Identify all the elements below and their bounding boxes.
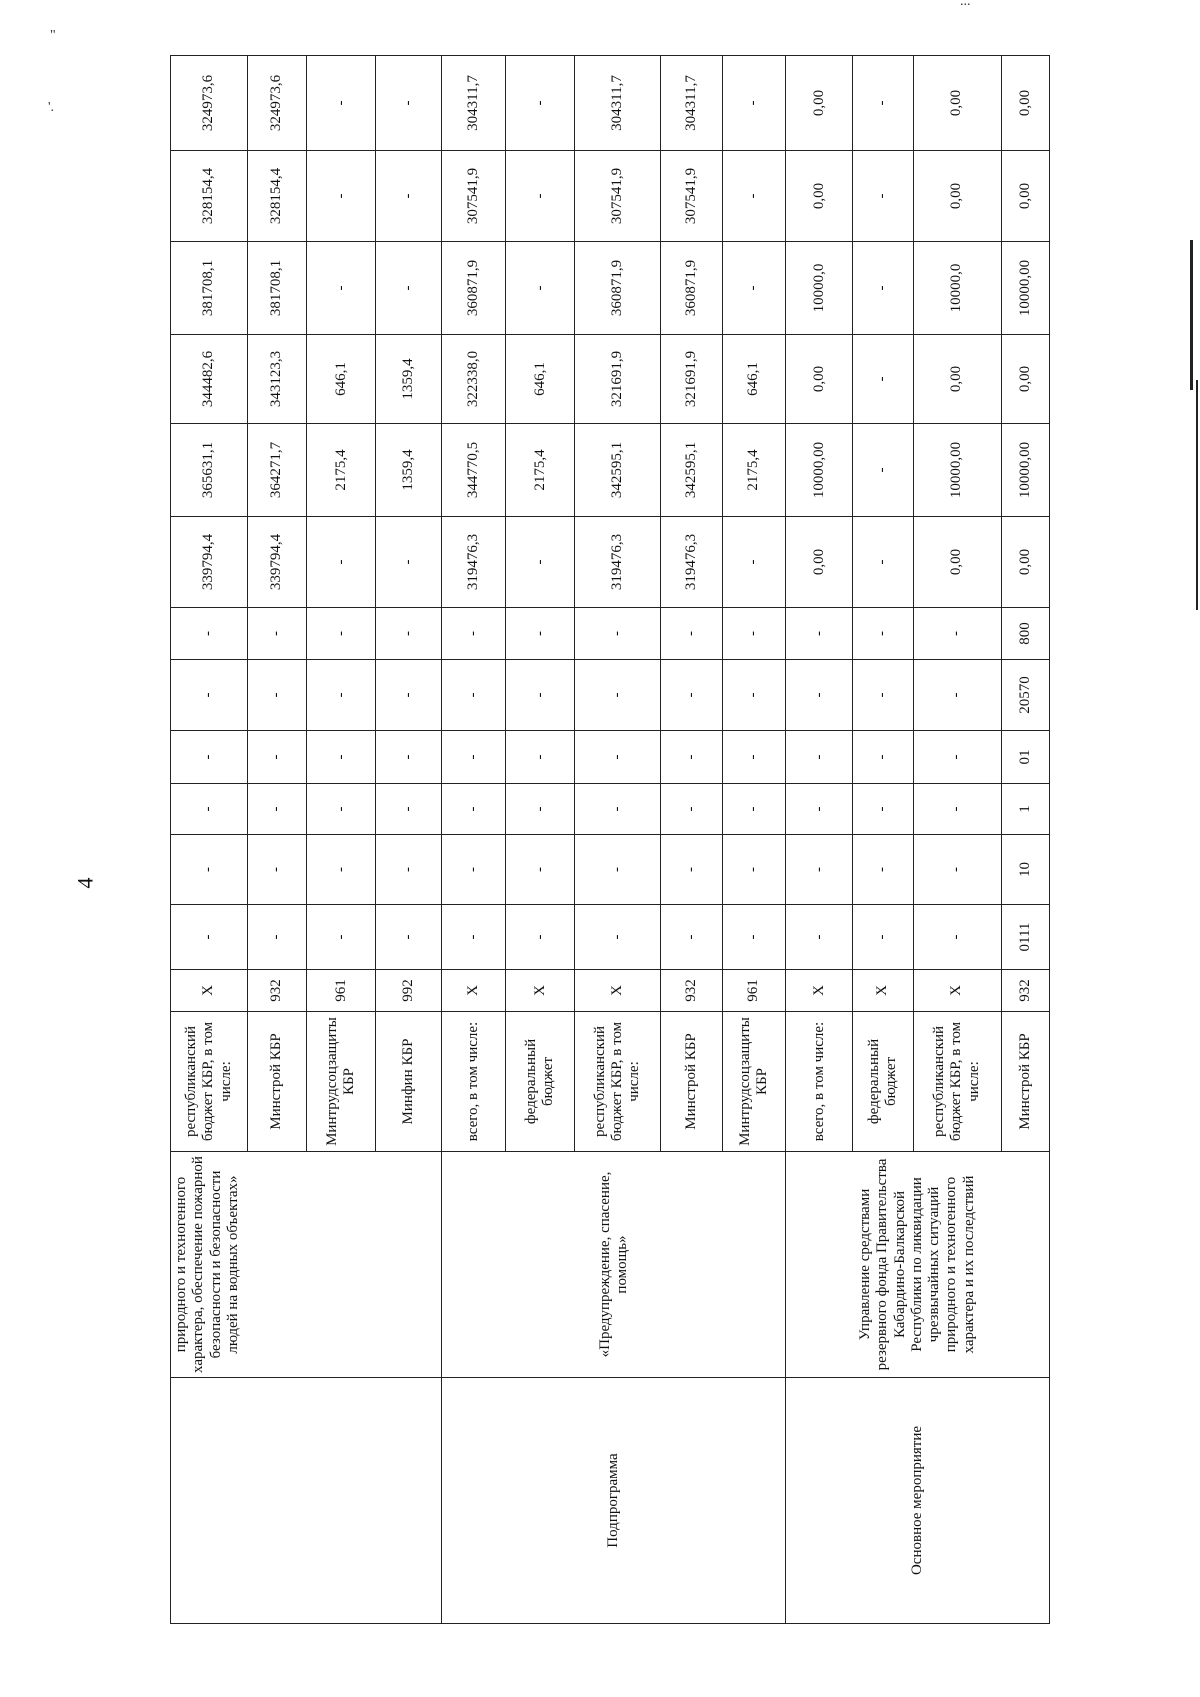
value-cell-y1: 0,00 <box>913 517 1001 608</box>
funding-source-cell: федеральный бюджет <box>506 1012 575 1152</box>
table-row <box>442 56 506 1624</box>
value-cell-vr: - <box>913 608 1001 660</box>
funding-source-cell: республиканский бюджет КБР, в том числе: <box>913 1012 1001 1152</box>
value-cell-pp: - <box>307 784 376 835</box>
value-cell-rz: - <box>853 905 913 970</box>
value-cell-vr: - <box>307 608 376 660</box>
value-cell-pp: - <box>171 784 248 835</box>
value-cell-pp: - <box>722 784 786 835</box>
funding-source-cell: республиканский бюджет КБР, в том числе: <box>575 1012 661 1152</box>
value-cell-y6: 324973,6 <box>171 56 248 151</box>
value-cell-y4: - <box>506 242 575 335</box>
value-cell-om: - <box>853 731 913 784</box>
program-name-cell: Управление средствами резервного фонда Правительства Кабардино-Балкарской Республики по ликвидации чрезвычайных ситуаций природного и техногенного характера и их последствий <box>786 1152 1050 1378</box>
program-type-cell: Подпрограмма <box>442 1378 786 1624</box>
value-cell-y6: 304311,7 <box>442 56 506 151</box>
value-cell-gp: - <box>786 835 853 905</box>
value-cell-dir: - <box>307 660 376 731</box>
value-cell-y1: - <box>376 517 442 608</box>
value-cell-y5: - <box>376 151 442 242</box>
value-cell-y4: 10000,0 <box>786 242 853 335</box>
value-cell-gp: - <box>661 835 723 905</box>
value-cell-grbs: X <box>442 970 506 1012</box>
value-cell-grbs: 992 <box>376 970 442 1012</box>
value-cell-om: - <box>506 731 575 784</box>
value-cell-y2: 10000,00 <box>913 424 1001 517</box>
page-number: 4 <box>72 877 98 889</box>
value-cell-y3: 0,00 <box>913 335 1001 424</box>
value-cell-grbs: X <box>913 970 1001 1012</box>
value-cell-vr: - <box>506 608 575 660</box>
value-cell-y3: 343123,3 <box>247 335 306 424</box>
margin-mark-top: " <box>50 28 56 43</box>
value-cell-dir: - <box>171 660 248 731</box>
value-cell-y1: - <box>853 517 913 608</box>
value-cell-y4: - <box>376 242 442 335</box>
value-cell-pp: - <box>442 784 506 835</box>
value-cell-y1: - <box>307 517 376 608</box>
value-cell-y4: 360871,9 <box>442 242 506 335</box>
value-cell-y5: 328154,4 <box>171 151 248 242</box>
value-cell-rz: - <box>506 905 575 970</box>
value-cell-dir: - <box>661 660 723 731</box>
value-cell-rz: - <box>247 905 306 970</box>
value-cell-y3: 1359,4 <box>376 335 442 424</box>
funding-source-cell: Минстрой КБР <box>247 1012 306 1152</box>
value-cell-om: - <box>722 731 786 784</box>
value-cell-dir: - <box>376 660 442 731</box>
value-cell-pp: - <box>376 784 442 835</box>
value-cell-grbs: X <box>575 970 661 1012</box>
value-cell-y6: - <box>722 56 786 151</box>
value-cell-dir: - <box>247 660 306 731</box>
table-row <box>171 56 248 1624</box>
value-cell-grbs: 932 <box>247 970 306 1012</box>
value-cell-y6: 304311,7 <box>661 56 723 151</box>
value-cell-y4: 10000,00 <box>1001 242 1049 335</box>
value-cell-y6: - <box>376 56 442 151</box>
value-cell-gp: - <box>913 835 1001 905</box>
value-cell-y5: 328154,4 <box>247 151 306 242</box>
value-cell-vr: - <box>786 608 853 660</box>
value-cell-om: - <box>307 731 376 784</box>
value-cell-grbs: 961 <box>307 970 376 1012</box>
value-cell-y5: 0,00 <box>786 151 853 242</box>
value-cell-grbs: X <box>171 970 248 1012</box>
value-cell-vr: - <box>853 608 913 660</box>
value-cell-y5: 307541,9 <box>575 151 661 242</box>
program-type-cell <box>171 1378 442 1624</box>
value-cell-y1: 0,00 <box>1001 517 1049 608</box>
value-cell-grbs: X <box>853 970 913 1012</box>
value-cell-rz: - <box>376 905 442 970</box>
value-cell-gp: - <box>247 835 306 905</box>
value-cell-y3: 344482,6 <box>171 335 248 424</box>
value-cell-y6: 0,00 <box>786 56 853 151</box>
table-body <box>171 56 1050 1624</box>
value-cell-y3: 646,1 <box>722 335 786 424</box>
value-cell-y2: 342595,1 <box>661 424 723 517</box>
value-cell-gp: - <box>442 835 506 905</box>
value-cell-y2: 2175,4 <box>307 424 376 517</box>
value-cell-y3: 321691,9 <box>661 335 723 424</box>
value-cell-rz: - <box>913 905 1001 970</box>
value-cell-y2: - <box>853 424 913 517</box>
value-cell-y2: 2175,4 <box>722 424 786 517</box>
margin-mark-right: ... <box>960 0 971 9</box>
value-cell-y5: 0,00 <box>1001 151 1049 242</box>
table-row <box>786 56 853 1624</box>
value-cell-rz: - <box>307 905 376 970</box>
value-cell-y5: 307541,9 <box>661 151 723 242</box>
value-cell-y5: - <box>307 151 376 242</box>
value-cell-rz: - <box>722 905 786 970</box>
value-cell-dir: - <box>913 660 1001 731</box>
program-name-cell: «Предупреждение, спасение, помощь» <box>442 1152 786 1378</box>
value-cell-dir: - <box>506 660 575 731</box>
funding-source-cell: всего, в том числе: <box>786 1012 853 1152</box>
value-cell-grbs: X <box>786 970 853 1012</box>
value-cell-y4: 360871,9 <box>661 242 723 335</box>
value-cell-y5: - <box>506 151 575 242</box>
value-cell-y1: 319476,3 <box>661 517 723 608</box>
value-cell-y1: 339794,4 <box>247 517 306 608</box>
value-cell-y4: - <box>722 242 786 335</box>
value-cell-om: 01 <box>1001 731 1049 784</box>
value-cell-y6: - <box>506 56 575 151</box>
value-cell-y2: 2175,4 <box>506 424 575 517</box>
funding-source-cell: Минстрой КБР <box>1001 1012 1049 1152</box>
funding-source-cell: всего, в том числе: <box>442 1012 506 1152</box>
value-cell-y2: 10000,00 <box>1001 424 1049 517</box>
value-cell-dir: - <box>722 660 786 731</box>
program-name-cell: природного и техногенного характера, обеспечение пожарной безопасности и безопасности людей на водных объектах» <box>171 1152 442 1378</box>
funding-source-cell: республиканский бюджет КБР, в том числе: <box>171 1012 248 1152</box>
value-cell-y4: - <box>853 242 913 335</box>
value-cell-om: - <box>575 731 661 784</box>
funding-source-cell: Минтрудсоцзащиты КБР <box>307 1012 376 1152</box>
value-cell-y3: 646,1 <box>307 335 376 424</box>
value-cell-om: - <box>171 731 248 784</box>
value-cell-om: - <box>442 731 506 784</box>
value-cell-grbs: X <box>506 970 575 1012</box>
value-cell-vr: - <box>722 608 786 660</box>
value-cell-om: - <box>376 731 442 784</box>
value-cell-gp: - <box>307 835 376 905</box>
value-cell-vr: 800 <box>1001 608 1049 660</box>
value-cell-pp: - <box>506 784 575 835</box>
margin-mark-upper: '. <box>48 100 55 115</box>
value-cell-y3: 0,00 <box>786 335 853 424</box>
value-cell-gp: - <box>171 835 248 905</box>
value-cell-y4: 381708,1 <box>247 242 306 335</box>
value-cell-y2: 10000,00 <box>786 424 853 517</box>
value-cell-y1: - <box>722 517 786 608</box>
value-cell-y5: - <box>722 151 786 242</box>
value-cell-pp: - <box>913 784 1001 835</box>
value-cell-om: - <box>247 731 306 784</box>
value-cell-y1: 339794,4 <box>171 517 248 608</box>
value-cell-rz: 0111 <box>1001 905 1049 970</box>
value-cell-grbs: 961 <box>722 970 786 1012</box>
value-cell-y2: 365631,1 <box>171 424 248 517</box>
value-cell-pp: - <box>575 784 661 835</box>
value-cell-dir: - <box>442 660 506 731</box>
value-cell-rz: - <box>442 905 506 970</box>
value-cell-y5: 0,00 <box>913 151 1001 242</box>
value-cell-y1: - <box>506 517 575 608</box>
value-cell-vr: - <box>575 608 661 660</box>
program-type-cell: Основное мероприятие <box>786 1378 1050 1624</box>
value-cell-y6: - <box>853 56 913 151</box>
value-cell-y4: - <box>307 242 376 335</box>
value-cell-gp: - <box>853 835 913 905</box>
value-cell-pp: - <box>853 784 913 835</box>
value-cell-y6: 304311,7 <box>575 56 661 151</box>
value-cell-vr: - <box>376 608 442 660</box>
value-cell-y2: 364271,7 <box>247 424 306 517</box>
value-cell-dir: - <box>575 660 661 731</box>
value-cell-vr: - <box>661 608 723 660</box>
scan-edge-line <box>1190 240 1193 390</box>
value-cell-y3: - <box>853 335 913 424</box>
value-cell-vr: - <box>171 608 248 660</box>
value-cell-rz: - <box>171 905 248 970</box>
value-cell-gp: - <box>506 835 575 905</box>
value-cell-y6: 0,00 <box>913 56 1001 151</box>
funding-source-cell: Минстрой КБР <box>661 1012 723 1152</box>
value-cell-y6: 324973,6 <box>247 56 306 151</box>
value-cell-grbs: 932 <box>1001 970 1049 1012</box>
value-cell-y3: 321691,9 <box>575 335 661 424</box>
value-cell-pp: - <box>247 784 306 835</box>
value-cell-y2: 1359,4 <box>376 424 442 517</box>
value-cell-y2: 342595,1 <box>575 424 661 517</box>
value-cell-gp: - <box>376 835 442 905</box>
value-cell-rz: - <box>661 905 723 970</box>
value-cell-y4: 381708,1 <box>171 242 248 335</box>
value-cell-y5: 307541,9 <box>442 151 506 242</box>
value-cell-y4: 360871,9 <box>575 242 661 335</box>
budget-table <box>170 55 1050 1624</box>
value-cell-y1: 319476,3 <box>575 517 661 608</box>
value-cell-vr: - <box>442 608 506 660</box>
funding-source-cell: Минфин КБР <box>376 1012 442 1152</box>
value-cell-om: - <box>913 731 1001 784</box>
value-cell-om: - <box>661 731 723 784</box>
value-cell-y5: - <box>853 151 913 242</box>
value-cell-pp: - <box>661 784 723 835</box>
value-cell-pp: 1 <box>1001 784 1049 835</box>
scan-edge-line-lower <box>1196 380 1198 610</box>
value-cell-y3: 0,00 <box>1001 335 1049 424</box>
value-cell-y3: 322338,0 <box>442 335 506 424</box>
value-cell-y6: 0,00 <box>1001 56 1049 151</box>
value-cell-dir: - <box>853 660 913 731</box>
value-cell-y2: 344770,5 <box>442 424 506 517</box>
rotated-table-wrapper <box>170 56 1050 1624</box>
value-cell-y1: 0,00 <box>786 517 853 608</box>
value-cell-y3: 646,1 <box>506 335 575 424</box>
value-cell-gp: 10 <box>1001 835 1049 905</box>
funding-source-cell: федеральный бюджет <box>853 1012 913 1152</box>
value-cell-gp: - <box>722 835 786 905</box>
value-cell-rz: - <box>575 905 661 970</box>
value-cell-om: - <box>786 731 853 784</box>
value-cell-gp: - <box>575 835 661 905</box>
value-cell-vr: - <box>247 608 306 660</box>
value-cell-y6: - <box>307 56 376 151</box>
value-cell-y1: 319476,3 <box>442 517 506 608</box>
value-cell-grbs: 932 <box>661 970 723 1012</box>
value-cell-rz: - <box>786 905 853 970</box>
funding-source-cell: Минтрудсоцзащиты КБР <box>722 1012 786 1152</box>
value-cell-dir: 20570 <box>1001 660 1049 731</box>
value-cell-pp: - <box>786 784 853 835</box>
value-cell-y4: 10000,0 <box>913 242 1001 335</box>
value-cell-dir: - <box>786 660 853 731</box>
